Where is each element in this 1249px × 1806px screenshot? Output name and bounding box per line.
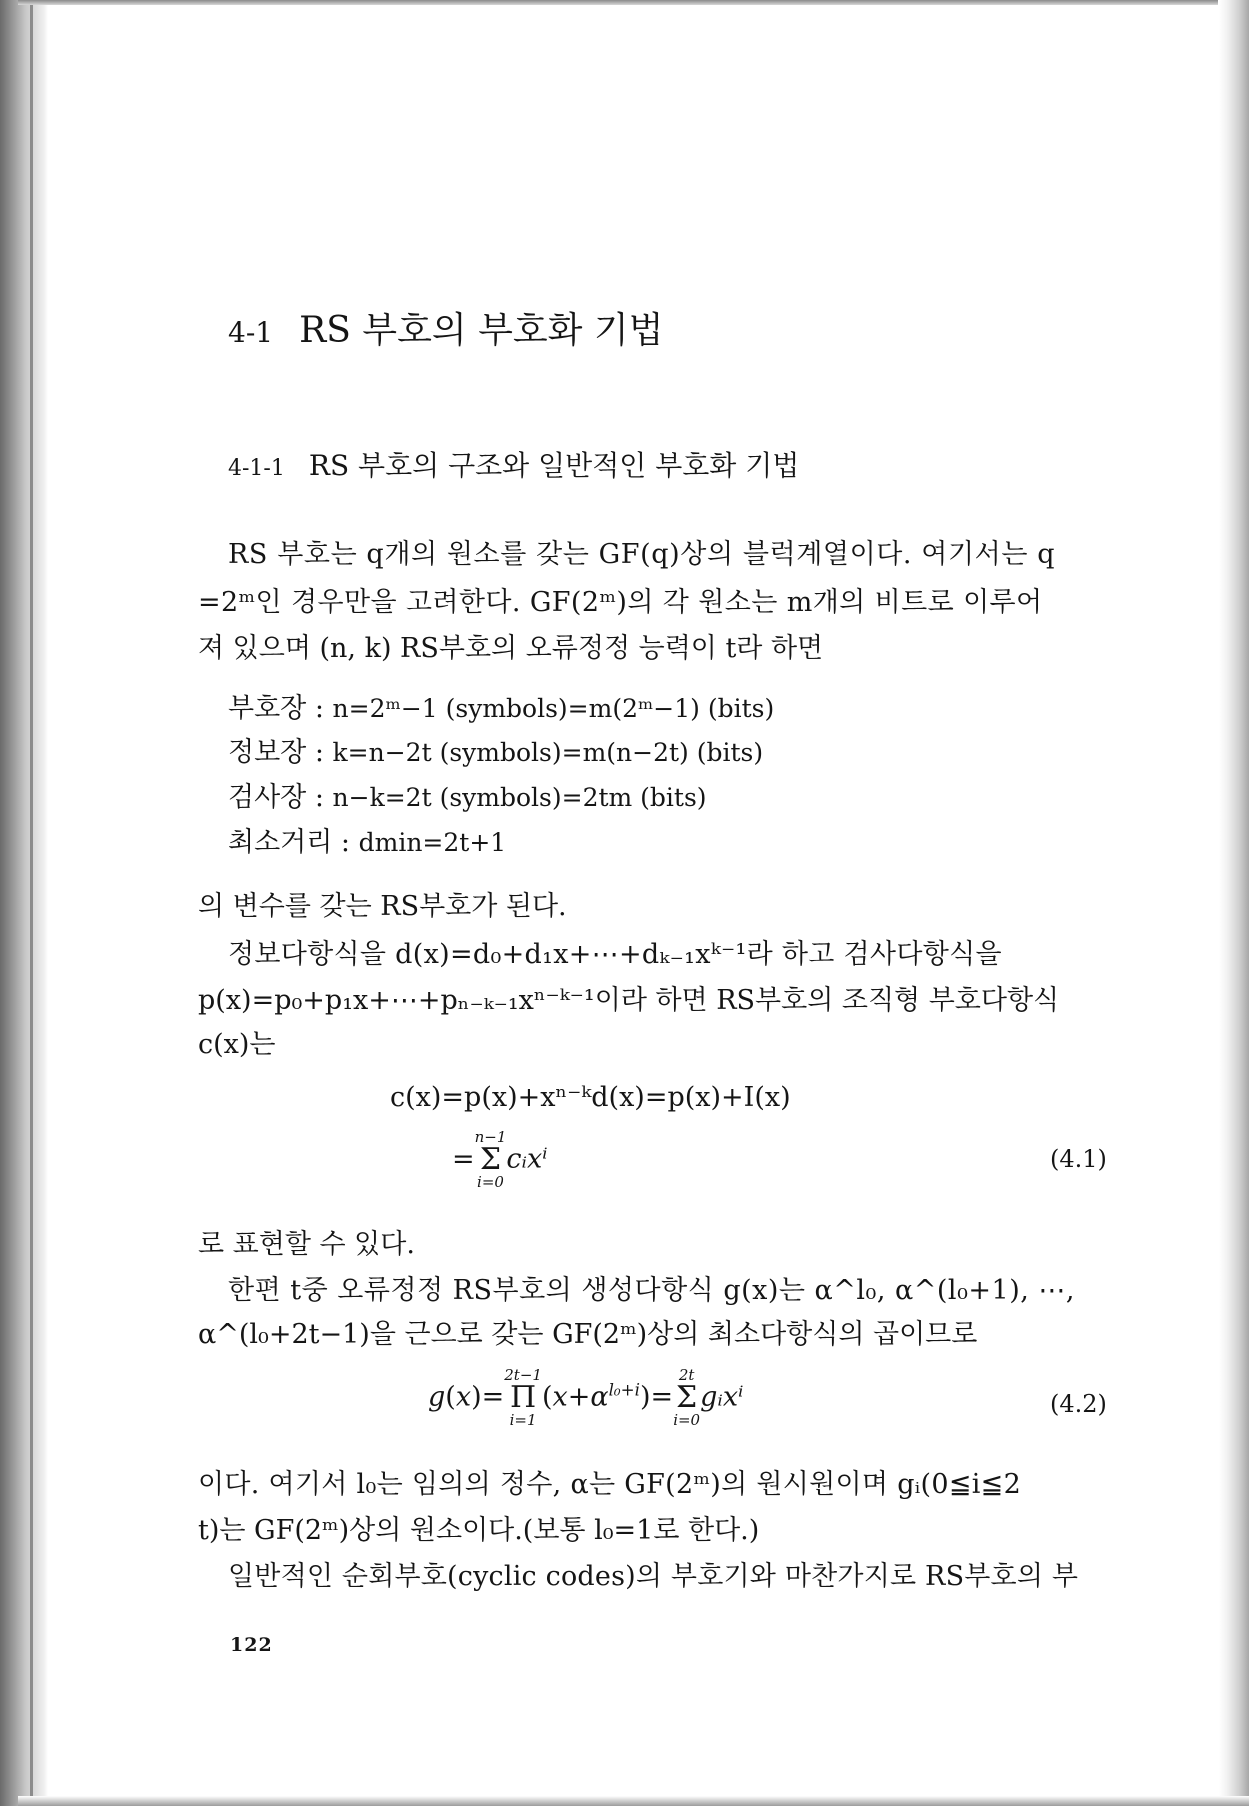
param-info-length bbox=[228, 730, 763, 769]
param-check-length bbox=[228, 775, 707, 814]
para4-line: 로 표현할 수 있다. bbox=[198, 1229, 415, 1260]
section-title: RS 부호의 부호화 기법 bbox=[299, 310, 664, 351]
para1-line2: =2ᵐ인 경우만을 고려한다. GF(2ᵐ)의 각 원소는 m개의 비트로 이루어 bbox=[198, 587, 1043, 618]
param-formula: dmin=2t+1 bbox=[358, 828, 507, 857]
para2-line: 의 변수를 갖는 RS부호가 된다. bbox=[198, 891, 567, 922]
eq1-number: (4.1) bbox=[1050, 1145, 1107, 1173]
product-lower-limit: i=1 bbox=[509, 1411, 537, 1429]
subsection-number: 4-1-1 bbox=[228, 456, 285, 481]
param-formula: n=2ᵐ−1 (symbols)=m(2ᵐ−1) (bits) bbox=[332, 694, 775, 723]
page-top-edge bbox=[18, 0, 1218, 5]
param-label: 부호장 : bbox=[228, 693, 324, 724]
para6-line2: t)는 GF(2ᵐ)상의 원소이다.(보통 l₀=1로 한다.) bbox=[198, 1515, 760, 1546]
para3-line3: c(x)는 bbox=[198, 1029, 276, 1060]
para5-line1: 한편 t중 오류정정 RS부호의 생성다항식 g(x)는 α^l₀, α^(l₀+1), ⋯, bbox=[228, 1275, 1075, 1306]
para3-line2: p(x)=p₀+p₁x+⋯+pₙ₋ₖ₋₁xⁿ⁻ᵏ⁻¹이라 하면 RS부호의 조직형 부호다항식 bbox=[198, 985, 1060, 1016]
para6-line3: 일반적인 순회부호(cyclic codes)의 부호기와 마찬가지로 RS부호의 부 bbox=[228, 1561, 1079, 1592]
sum-upper-limit: n−1 bbox=[474, 1128, 507, 1146]
eq1-sum-operator: n−1 Σ i=0 bbox=[474, 1128, 507, 1191]
eq1-line2: = n−1 Σ i=0 cᵢxⁱ bbox=[452, 1128, 548, 1191]
book-spine bbox=[0, 0, 48, 1806]
page-right-edge bbox=[1219, 0, 1249, 1806]
sum-lower-limit: i=0 bbox=[477, 1173, 504, 1191]
param-label: 검사장 : bbox=[228, 782, 324, 813]
para6-line1: 이다. 여기서 l₀는 임의의 정수, α는 GF(2ᵐ)의 원시원이며 gᵢ(0≦i≦2 bbox=[198, 1469, 1022, 1500]
para5-line2: α^(l₀+2t−1)을 근으로 갖는 GF(2ᵐ)상의 최소다항식의 곱이므로 bbox=[198, 1319, 978, 1350]
para1-line1: RS 부호는 q개의 원소를 갖는 GF(q)상의 블럭계열이다. 여기서는 q bbox=[228, 539, 1056, 570]
sum-upper-limit: 2t bbox=[678, 1366, 695, 1384]
page-number: 122 bbox=[230, 1634, 273, 1656]
eq2-number: (4.2) bbox=[1050, 1390, 1107, 1418]
eq1-summand: cᵢxⁱ bbox=[506, 1143, 548, 1175]
eq2-formula: g(x)= 2t−1 Π i=1 $(x+\alpha^{l_0+i})=$ 2t Σ i=0 gᵢxⁱ bbox=[428, 1366, 744, 1429]
param-code-length bbox=[228, 686, 774, 725]
sum-lower-limit: i=0 bbox=[673, 1411, 701, 1429]
param-formula: n−k=2t (symbols)=2tm (bits) bbox=[332, 783, 707, 812]
spine-edge-line bbox=[30, 0, 33, 1806]
product-upper-limit: 2t−1 bbox=[504, 1366, 542, 1384]
eq2-sum-operator: 2t Σ i=0 bbox=[673, 1366, 701, 1429]
para3-line1: 정보다항식을 d(x)=d₀+d₁x+⋯+dₖ₋₁xᵏ⁻¹라 하고 검사다항식을 bbox=[228, 939, 1002, 970]
param-min-distance bbox=[228, 820, 506, 859]
param-label: 정보장 : bbox=[228, 737, 324, 768]
param-label: 최소거리 : bbox=[228, 827, 351, 858]
eq1-line1: c(x)=p(x)+xⁿ⁻ᵏd(x)=p(x)+I(x) bbox=[390, 1082, 791, 1113]
param-formula: k=n−2t (symbols)=m(n−2t) (bits) bbox=[332, 738, 764, 767]
page-bottom-edge bbox=[18, 1796, 1249, 1806]
section-number: 4-1 bbox=[228, 316, 274, 349]
subsection-title: RS 부호의 구조와 일반적인 부호화 기법 bbox=[308, 449, 800, 482]
eq2-product-operator: 2t−1 Π i=1 bbox=[504, 1366, 542, 1429]
section-heading bbox=[228, 302, 663, 353]
para1-line3: 져 있으며 (n, k) RS부호의 오류정정 능력이 t라 하면 bbox=[198, 633, 824, 664]
subsection-heading bbox=[228, 444, 799, 484]
